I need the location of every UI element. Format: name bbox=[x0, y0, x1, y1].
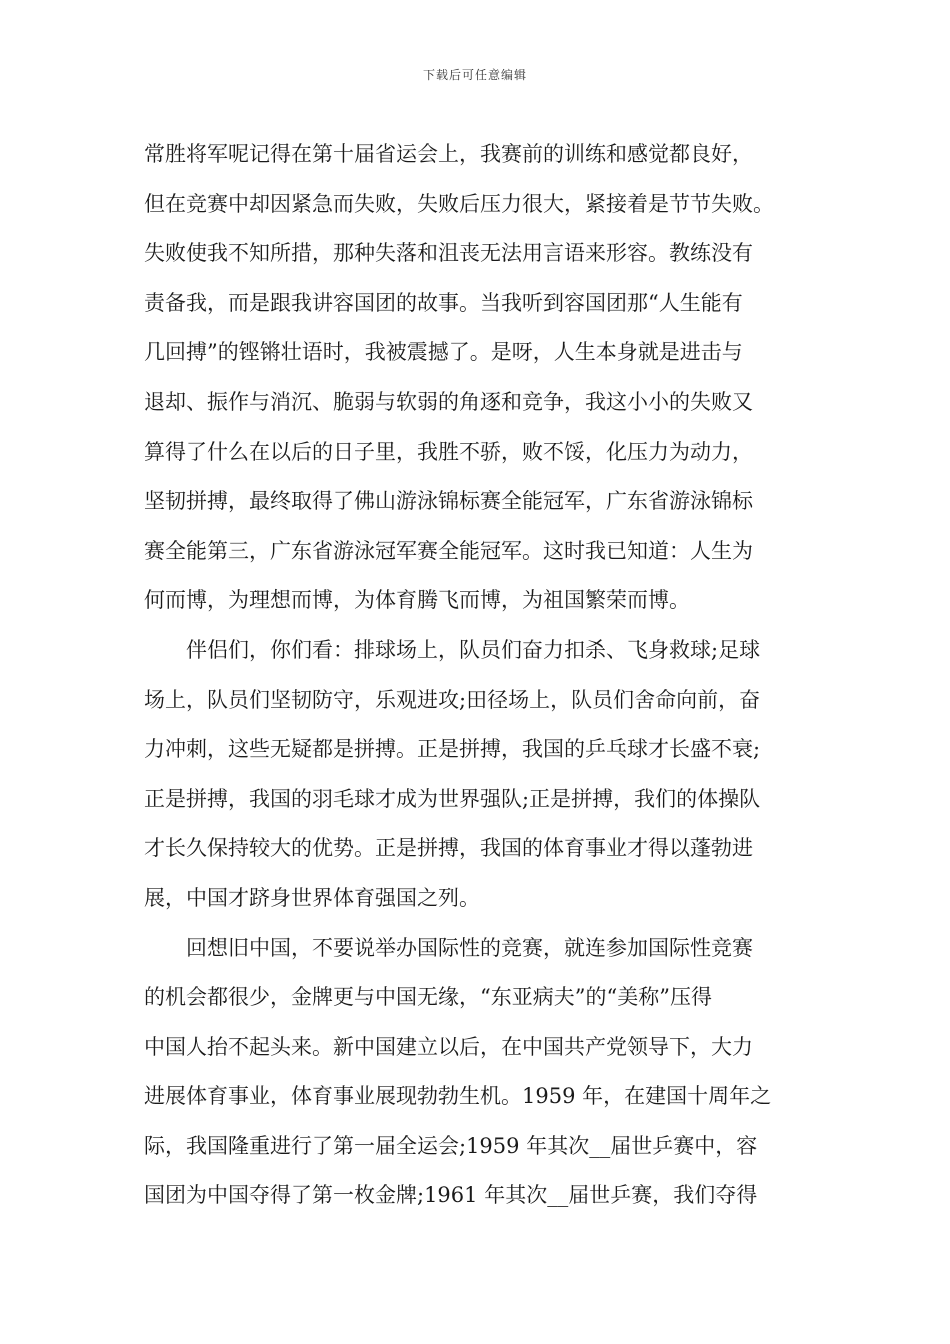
text-line: 场上，队员们坚韧防守，乐观进攻;田径场上，队员们舍命向前，奋 bbox=[144, 687, 761, 712]
document-body bbox=[144, 130, 806, 1221]
paragraph-1 bbox=[144, 130, 806, 626]
text-line: 但在竞赛中却因紧急而失败，失败后压力很大，紧接着是节节失败。 bbox=[144, 191, 774, 216]
text-line: 退却、振作与消沉、脆弱与软弱的角逐和竞争，我这小小的失败又 bbox=[144, 389, 753, 414]
text-line: 力冲刺，这些无疑都是拼搏。正是拼搏，我国的乒乓球才长盛不衰; bbox=[144, 737, 761, 762]
text-line: 何而博，为理想而博，为体育腾飞而博，为祖国繁荣而博。 bbox=[144, 588, 690, 613]
text-line: 际，我国隆重进行了第一届全运会;1959 年其次__届世乒赛中，容 bbox=[144, 1133, 758, 1158]
text-line: 国团为中国夺得了第一枚金牌;1961 年其次__届世乒赛，我们夺得 bbox=[144, 1183, 758, 1208]
text-line: 赛全能第三，广东省游泳冠军赛全能冠军。这时我已知道：人生为 bbox=[144, 538, 753, 563]
text-line: 正是拼搏，我国的羽毛球才成为世界强队;正是拼搏，我们的体操队 bbox=[144, 786, 761, 811]
text-line: 失败使我不知所措，那种失落和沮丧无法用言语来形容。教练没有 bbox=[144, 241, 753, 266]
paragraph-2 bbox=[144, 626, 806, 924]
text-line: 的机会都很少，金牌更与中国无缘，“东亚病夫”的“美称”压得 bbox=[144, 985, 712, 1010]
text-line: 常胜将军呢记得在第十届省运会上，我赛前的训练和感觉都良好， bbox=[144, 142, 753, 166]
text-line: 几回搏”的铿锵壮语时，我被震撼了。是呀，人生本身就是进击与 bbox=[144, 340, 743, 365]
text-line: 算得了什么在以后的日子里，我胜不骄，败不馁，化压力为动力， bbox=[144, 439, 753, 464]
text-line: 才长久保持较大的优势。正是拼搏，我国的体育事业才得以蓬勃进 bbox=[144, 836, 753, 861]
page-header: 下载后可任意编辑 bbox=[422, 68, 527, 82]
text-line: 回想旧中国，不要说举办国际性的竞赛，就连参加国际性竞赛 bbox=[186, 935, 753, 960]
text-line: 坚韧拼搏，最终取得了佛山游泳锦标赛全能冠军，广东省游泳锦标 bbox=[144, 489, 753, 514]
text-line: 伴侣们，你们看：排球场上，队员们奋力扣杀、飞身救球;足球 bbox=[186, 637, 761, 662]
text-line: 中国人抬不起头来。新中国建立以后，在中国共产党领导下，大力 bbox=[144, 1034, 753, 1059]
text-line: 进展体育事业，体育事业展现勃勃生机。1959 年，在建国十周年之 bbox=[144, 1084, 772, 1109]
text-line: 责备我，而是跟我讲容国团的故事。当我听到容国团那“人生能有 bbox=[144, 290, 743, 315]
paragraph-3 bbox=[144, 924, 806, 1222]
text-line: 展，中国才跻身世界体育强国之列。 bbox=[144, 885, 480, 910]
